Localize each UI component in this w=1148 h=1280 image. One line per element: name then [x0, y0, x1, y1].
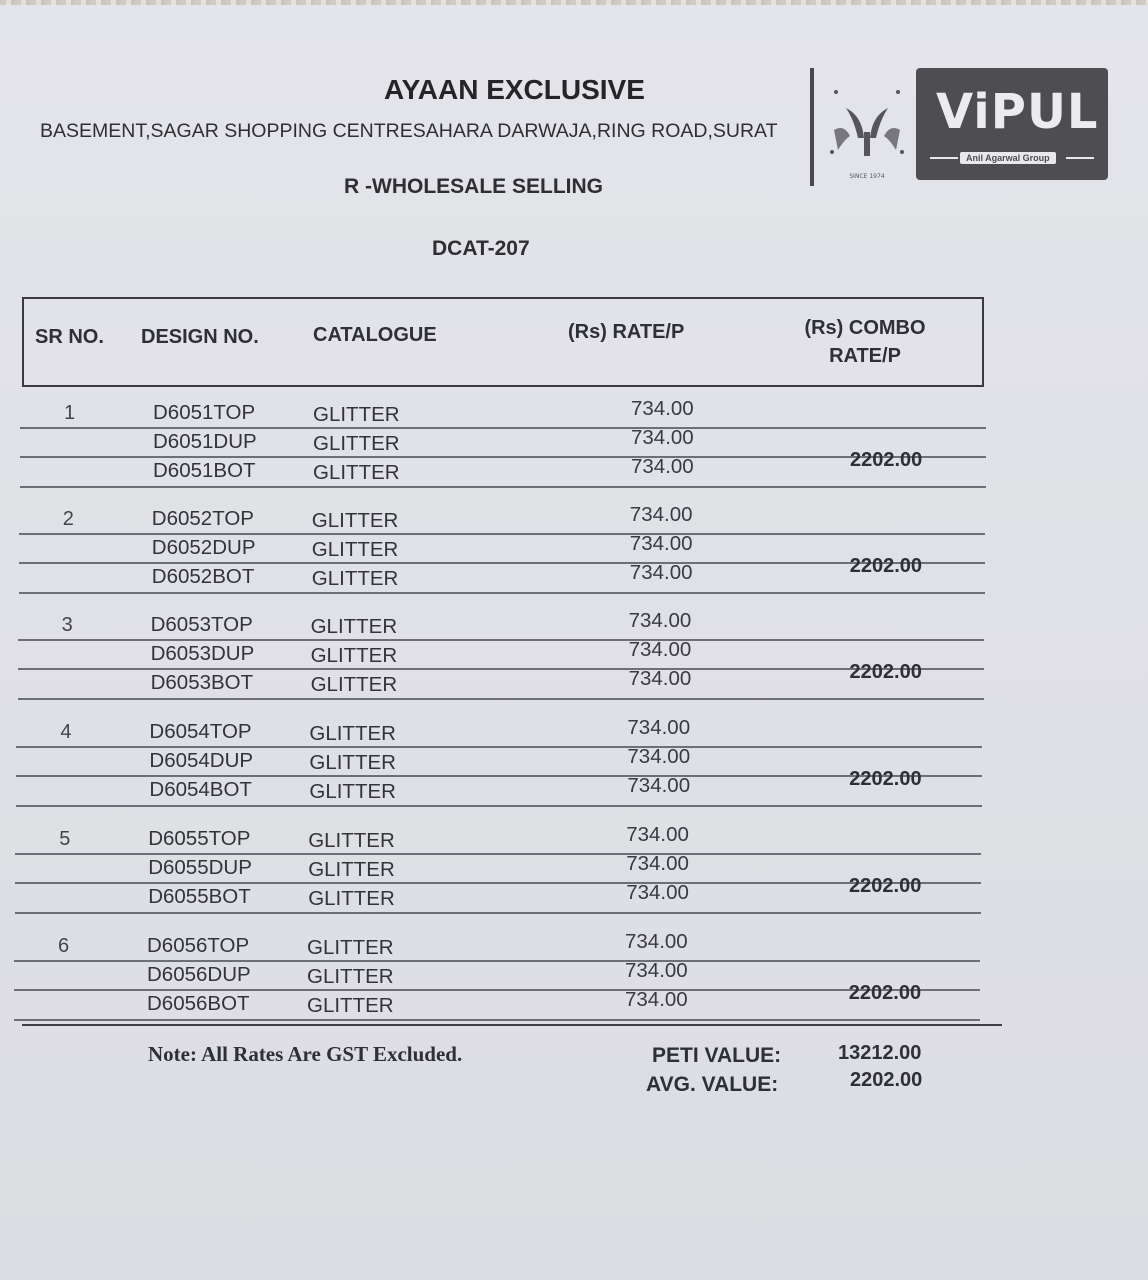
row-divider [14, 989, 980, 991]
row-divider [20, 486, 986, 488]
combo-rate-value: 2202.00 [848, 982, 922, 1004]
design-number: D6056DUP [147, 963, 251, 986]
catalogue-name: GLITTER [310, 644, 398, 667]
logo-divider [810, 68, 814, 186]
rate-value: 734.00 [628, 638, 692, 661]
row-divider [20, 456, 986, 458]
catalogue-name: GLITTER [308, 858, 395, 881]
sr-number: 6 [58, 935, 70, 957]
rate-value: 734.00 [628, 667, 692, 690]
catalogue-name: GLITTER [307, 965, 394, 988]
rate-value: 734.00 [627, 745, 691, 768]
row-divider [20, 427, 986, 429]
catalogue-name: GLITTER [309, 722, 396, 745]
header-rate: (Rs) RATE/P [568, 321, 685, 343]
avg-value: 2202.00 [850, 1069, 923, 1091]
header-combo-rate [794, 314, 936, 370]
avg-value-label: AVG. VALUE: [646, 1073, 779, 1096]
design-number: D6055BOT [148, 885, 251, 908]
row-divider [16, 805, 982, 807]
peti-value: 13212.00 [838, 1042, 922, 1064]
combo-rate-value: 2202.00 [849, 768, 922, 790]
rate-value: 734.00 [628, 609, 692, 632]
rate-value: 734.00 [625, 959, 688, 982]
row-divider [19, 592, 985, 594]
design-number: D6054BOT [149, 778, 252, 801]
design-number: D6055DUP [148, 856, 252, 879]
sr-number: 2 [62, 508, 74, 530]
header-combo-line2: RATE/P [829, 345, 901, 367]
sr-number: 4 [60, 721, 72, 743]
header-design-no: DESIGN NO. [141, 326, 259, 348]
tagline-rule-left [930, 157, 958, 159]
footer-rule [22, 1024, 1002, 1026]
row-divider [14, 960, 980, 962]
gst-note: Note: All Rates Are GST Excluded. [148, 1042, 463, 1066]
design-number: D6056BOT [147, 992, 250, 1015]
sr-number: 3 [61, 614, 73, 636]
design-number: D6054TOP [149, 720, 252, 743]
catalogue-name: GLITTER [309, 780, 396, 803]
combo-rate-value: 2202.00 [849, 661, 922, 683]
rate-value: 734.00 [626, 881, 689, 904]
header-catalogue: CATALOGUE [313, 324, 437, 346]
row-divider [16, 746, 982, 748]
row-divider [18, 698, 984, 700]
design-number: D6055TOP [148, 827, 251, 850]
design-number: D6052BOT [151, 565, 255, 588]
logo-since-text: SINCE 1974 [849, 173, 885, 180]
header-combo-line1: (Rs) COMBO [804, 317, 926, 339]
rate-value: 734.00 [631, 455, 694, 478]
rate-value: 734.00 [625, 988, 688, 1011]
combo-rate-value: 2202.00 [849, 555, 923, 577]
vipul-logo [810, 66, 1110, 186]
combo-rate-value: 2202.00 [849, 875, 922, 897]
brand-word: ViPUL [936, 84, 1099, 140]
peti-value-label: PETI VALUE: [652, 1044, 782, 1067]
rate-value: 734.00 [631, 397, 694, 420]
catalogue-name: GLITTER [310, 615, 398, 638]
catalogue-name: GLITTER [308, 829, 395, 852]
rate-value: 734.00 [626, 852, 689, 875]
design-number: D6053BOT [150, 671, 254, 694]
top-edge-strip [0, 0, 1148, 5]
catalogue-name: GLITTER [311, 567, 399, 590]
brand-box [916, 68, 1108, 180]
design-number: D6051TOP [153, 401, 256, 424]
row-divider [18, 668, 984, 670]
row-divider [19, 533, 985, 535]
catalogue-name: GLITTER [311, 538, 399, 561]
row-divider [15, 853, 981, 855]
company-name: AYAAN EXCLUSIVE [384, 74, 645, 105]
catalogue-name: GLITTER [313, 432, 400, 455]
design-number: D6051DUP [153, 430, 257, 453]
catalogue-name: GLITTER [309, 751, 396, 774]
design-number: D6052TOP [151, 507, 254, 530]
tagline-rule-right [1066, 157, 1094, 159]
row-divider [16, 775, 982, 777]
row-divider [18, 639, 984, 641]
rate-value: 734.00 [626, 823, 689, 846]
catalogue-code: DCAT-207 [432, 237, 530, 260]
row-divider [14, 1019, 980, 1021]
design-number: D6056TOP [147, 934, 250, 957]
catalogue-name: GLITTER [307, 936, 394, 959]
design-number: D6051BOT [153, 459, 256, 482]
selling-type: R -WHOLESALE SELLING [344, 175, 603, 198]
vipul-emblem-icon [824, 80, 910, 180]
catalogue-name: GLITTER [313, 461, 400, 484]
header-sr-no: SR NO. [35, 326, 104, 348]
catalogue-name: GLITTER [311, 509, 399, 532]
catalogue-name: GLITTER [310, 673, 398, 696]
design-number: D6053TOP [150, 613, 253, 636]
row-divider [19, 562, 985, 564]
rate-value: 734.00 [627, 774, 691, 797]
design-number: D6053DUP [150, 642, 255, 665]
row-divider [15, 882, 981, 884]
catalogue-name: GLITTER [313, 403, 400, 426]
catalogue-name: GLITTER [308, 887, 395, 910]
rate-value: 734.00 [629, 561, 693, 584]
company-address: BASEMENT,SAGAR SHOPPING CENTRESAHARA DARWAJA,RING ROAD,SURAT [40, 120, 778, 142]
rate-value: 734.00 [629, 532, 693, 555]
design-number: D6054DUP [149, 749, 254, 772]
combo-rate-value: 2202.00 [850, 449, 923, 471]
rate-value: 734.00 [625, 930, 688, 953]
row-divider [15, 912, 981, 914]
rate-value: 734.00 [629, 503, 693, 526]
brand-tagline: Anil Agarwal Group [960, 152, 1056, 164]
sr-number: 1 [64, 402, 76, 424]
design-number: D6052DUP [151, 536, 256, 559]
catalogue-name: GLITTER [307, 994, 394, 1017]
sr-number: 5 [59, 828, 71, 850]
rate-value: 734.00 [631, 426, 694, 449]
rate-value: 734.00 [627, 716, 691, 739]
